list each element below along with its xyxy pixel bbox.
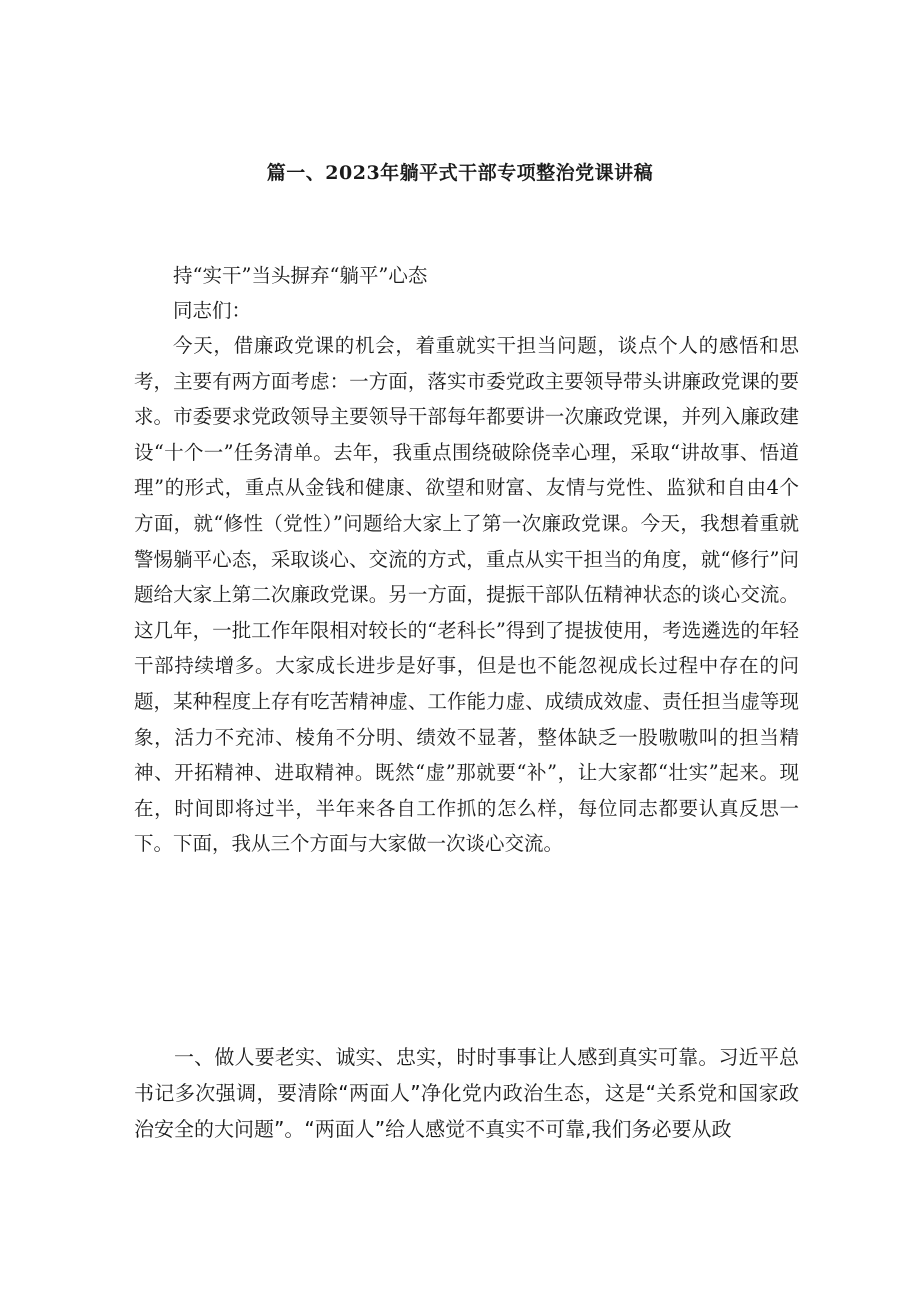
body-paragraph: 今天，借廉政党课的机会，着重就实干担当问题，谈点个人的感悟和思考，主要有两方面考虑：一方面，落实市委党政主要领导带头讲廉政党课的要求。市委要求党政领导主要领导干部每年都要讲一次廉政党课，并列入廉政建设“十个一”任务清单。去年，我重点围绕破除侥幸心理，采取“讲故事、悟道理”的形式，重点从金钱和健康、欲望和财富、友情与党性、监狱和自由4个方面，就“修性（党性）”问题给大家上了第一次廉政党课。今天，我想着重就警惕躺平心态，采取谈心、交流的方式，重点从实干担当的角度，就“修行”问题给大家上第二次廉政党课。另一方面，提振干部队伍精神状态的谈心交流。这几年，一批工作年限相对较长的“老科长”得到了提拔使用，考选遴选的年轻干部持续增多。大家成长进步是好事，但是也不能忽视成长过程中存在的问题，某种程度上存有吃苦精神虚、工作能力虚、成绩成效虚、责任担当虚等现象，活力不充沛、棱角不分明、绩效不显著，整体缺乏一股嗷嗷叫的担当精神、开拓精神、进取精神。既然“虚”那就要“补”，让大家都“壮实”起来。现在，时间即将过半，半年来各自工作抓的怎么样，每位同志都要认真反思一下。下面，我从三个方面与大家做一次谈心交流。	[134, 334, 799, 856]
greeting: 同志们：	[173, 299, 252, 322]
section-one	[134, 1039, 799, 1147]
section-one-heading: 一、做人要老实、诚实、忠实，时时事事让人感到真实可靠。	[174, 1045, 719, 1069]
subtitle: 持“实干”当头摒弃“躺平”心态	[173, 264, 428, 287]
section-one-text: 习近平总书记多次强调，要清除“两面人”净化党内政治生态，这是“关系党和国家政治安全的大问题”。“两面人”给人感觉不真实不可靠,我们务必要从政	[134, 1045, 800, 1141]
page-title: 篇一、2023年躺平式干部专项整治党课讲稿	[266, 162, 654, 184]
